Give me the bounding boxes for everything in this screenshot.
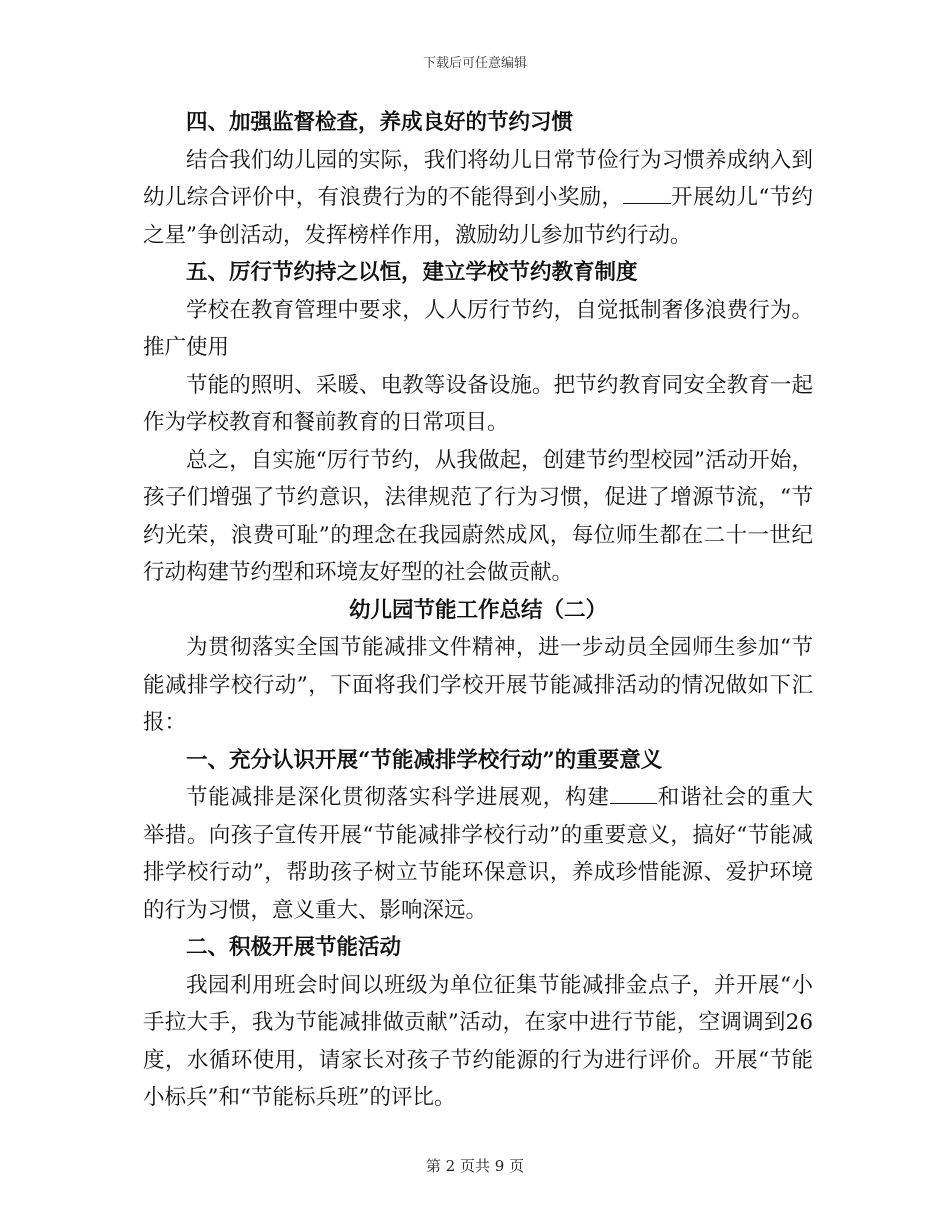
paragraph-equipment: 节能的照明、采暖、电教等设备设施。把节约教育同安全教育一起作为学校教育和餐前教育的日常项目。 — [143, 372, 813, 435]
fill-blank — [610, 784, 657, 804]
paragraph-text: 和谐社会的重大举措。向孩子宣传开展“节能减排学校行动”的重要意义，搞好“节能减排学校行动”，帮助孩子树立节能环保意识，养成珍惜能源、爱护环境的行为习惯，意义重大、影响深远。 — [143, 785, 813, 923]
paragraph-intro: 为贯彻落实全国节能减排文件精神，进一步动员全园师生参加“节能减排学校行动”，下面将我们学校开展节能减排活动的情况做如下汇报： — [143, 635, 813, 735]
paragraph-activities: 我园利用班会时间以班级为单位征集节能减排金点子，并开展“小手拉大手，我为节能减排做贡献”活动，在家中进行节能，空调调到26度，水循环使用，请家长对孩子节约能源的行为进行评价。开展“节能小标兵”和“节能标兵班”的评比。 — [143, 972, 813, 1110]
paragraph-conclusion: 总之，自实施“厉行节约，从我做起，创建节约型校园”活动开始，孩子们增强了节约意识，法律规范了行为习惯，促进了增源节流，“节约光荣，浪费可耻”的理念在我园蔚然成风，每位师生都在二十一世纪行动构建节约型和环境友好型的社会做贡献。 — [143, 447, 813, 585]
section-heading-2: 二、积极开展节能活动 — [186, 935, 402, 960]
paragraph-significance — [143, 779, 813, 929]
paragraph-text: 节能减排是深化贯彻落实科学进展观，构建 — [186, 785, 610, 810]
paragraph-evaluation — [143, 142, 813, 255]
section-heading-4: 四、加强监督检查，养成良好的节约习惯 — [186, 110, 574, 135]
paragraph-text: 开展幼儿“节约之星”争创活动，发挥榜样作用，激励幼儿参加节约行动。 — [143, 185, 813, 248]
fill-blank — [623, 184, 670, 204]
page-footer-number: 第 2 页共 9 页 — [425, 1157, 525, 1175]
paragraph-text: 结合我们幼儿园的实际，我们将幼儿日常节俭行为习惯养成纳入到幼儿综合评价中，有浪费行为的不能得到小奖励， — [143, 147, 813, 210]
section-heading-5: 五、厉行节约持之以恒，建立学校节约教育制度 — [186, 260, 638, 285]
section-heading-1: 一、充分认识开展“节能减排学校行动”的重要意义 — [186, 747, 663, 773]
document-body — [143, 104, 813, 1117]
paragraph-management: 学校在教育管理中要求，人人厉行节约，自觉抵制奢侈浪费行为。推广使用 — [143, 297, 813, 360]
page-header-note: 下载后可任意编辑 — [422, 56, 527, 71]
document-title-2: 幼儿园节能工作总结（二） — [348, 597, 607, 623]
